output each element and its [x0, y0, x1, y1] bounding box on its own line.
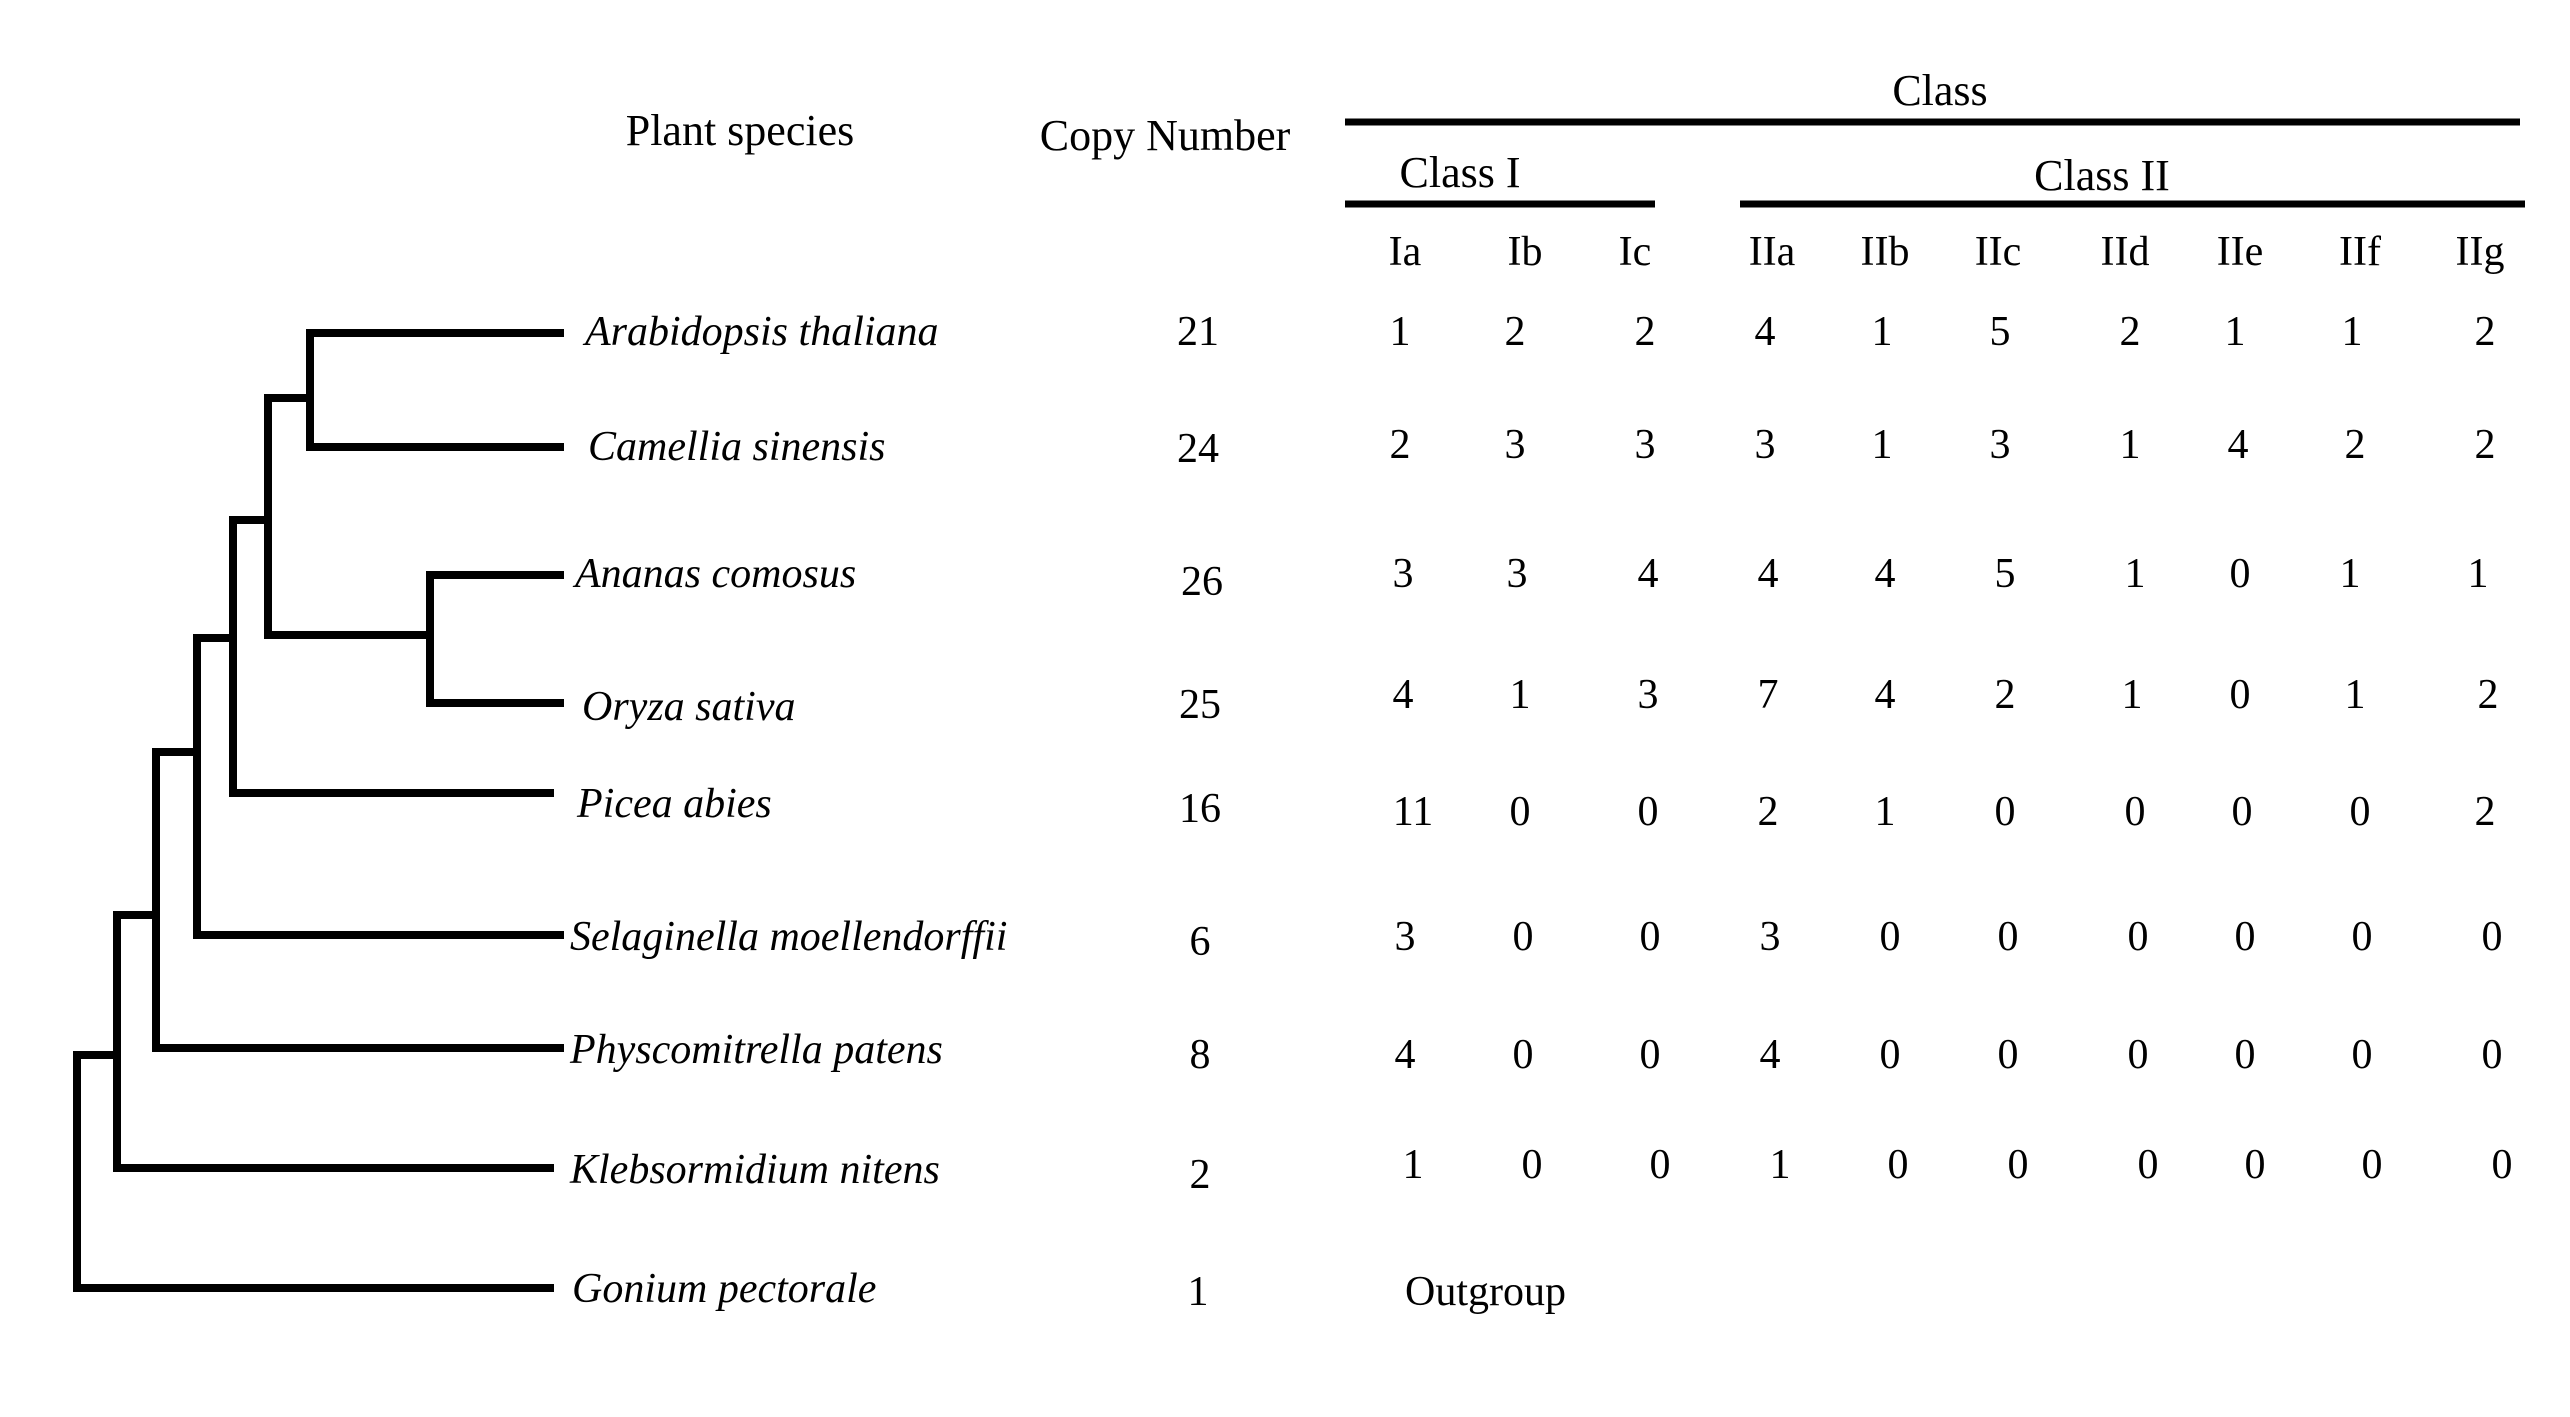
count-cell: 1 [1509, 672, 1531, 718]
class-header: Class [1892, 66, 1988, 115]
count-cell: 2 [1389, 422, 1411, 468]
species-name: Ananas comosus [575, 551, 857, 597]
copy-number-header: Copy Number [1039, 111, 1291, 160]
count-cell: 3 [1759, 914, 1781, 960]
class-i-header: Class I [1399, 148, 1521, 197]
count-cell: 3 [1637, 672, 1659, 718]
count-cell: 4 [1637, 551, 1659, 597]
outgroup-label: Outgroup [1405, 1269, 1566, 1315]
count-cell: 0 [1997, 914, 2019, 960]
count-cell: 1 [2339, 551, 2361, 597]
count-cell: 0 [2231, 789, 2253, 835]
count-cell: 0 [1512, 1032, 1534, 1078]
copy-number: 16 [1179, 786, 1221, 832]
count-cell: 0 [2351, 1032, 2373, 1078]
table-row [569, 1027, 2503, 1078]
count-cell: 0 [1639, 914, 1661, 960]
species-name: Picea abies [577, 781, 772, 827]
count-cell: 3 [1504, 422, 1526, 468]
count-cell: 2 [2474, 422, 2496, 468]
copy-number: 24 [1177, 426, 1219, 472]
count-cell: 0 [2244, 1142, 2266, 1188]
count-cell: 0 [1649, 1142, 1671, 1188]
species-name: Camellia sinensis [588, 424, 886, 470]
count-cell: 0 [1887, 1142, 1909, 1188]
count-cell: 1 [2124, 551, 2146, 597]
count-cell: 1 [1769, 1142, 1791, 1188]
table-row [572, 1266, 1566, 1315]
count-cell: 0 [2229, 672, 2251, 718]
count-cell: 0 [2229, 551, 2251, 597]
table-row [576, 781, 2496, 835]
count-cell: 0 [1997, 1032, 2019, 1078]
count-cell: 2 [1634, 309, 1656, 355]
subclass-header: Ia [1388, 229, 1422, 275]
count-cell: 0 [2491, 1142, 2513, 1188]
count-cell: 7 [1757, 672, 1779, 718]
count-cell: 1 [1402, 1142, 1424, 1188]
count-cell: 4 [1394, 1032, 1416, 1078]
table-row [570, 914, 2503, 965]
count-cell: 0 [2127, 914, 2149, 960]
phylogenetic-tree [77, 333, 560, 1288]
count-cell: 1 [2119, 422, 2141, 468]
count-cell: 0 [2124, 789, 2146, 835]
table-row [582, 672, 2499, 730]
count-cell: 0 [2234, 914, 2256, 960]
table-row [588, 422, 2496, 472]
count-cell: 1 [2121, 672, 2143, 718]
count-cell: 4 [1874, 672, 1896, 718]
count-cell: 0 [2481, 1032, 2503, 1078]
count-cell: 1 [2341, 309, 2363, 355]
subclass-header: Ib [1507, 229, 1543, 275]
class-ii-header: Class II [2034, 151, 2170, 200]
count-cell: 0 [1512, 914, 1534, 960]
count-cell: 4 [2227, 422, 2249, 468]
count-cell: 0 [1879, 1032, 1901, 1078]
subclass-header: Ic [1618, 229, 1652, 275]
count-cell: 0 [2481, 914, 2503, 960]
copy-number: 25 [1179, 682, 1221, 728]
subclass-header: IIb [1860, 229, 1910, 275]
count-cell: 2 [1757, 789, 1779, 835]
subclass-header: IIe [2216, 229, 2264, 275]
species-name: Selaginella moellendorffii [570, 914, 1008, 960]
count-cell: 1 [1389, 309, 1411, 355]
count-cell: 0 [1879, 914, 1901, 960]
count-cell: 3 [1394, 914, 1416, 960]
count-cell: 0 [1994, 789, 2016, 835]
count-cell: 2 [2474, 309, 2496, 355]
count-cell: 0 [1521, 1142, 1543, 1188]
count-cell: 2 [2477, 672, 2499, 718]
count-cell: 2 [1504, 309, 1526, 355]
count-cell: 2 [2344, 422, 2366, 468]
count-cell: 0 [1509, 789, 1531, 835]
subclass-header: IIc [1974, 229, 2022, 275]
count-cell: 4 [1757, 551, 1779, 597]
copy-number: 8 [1189, 1032, 1211, 1078]
count-cell: 1 [2224, 309, 2246, 355]
count-cell: 11 [1392, 789, 1434, 835]
count-cell: 2 [2474, 789, 2496, 835]
count-cell: 3 [1989, 422, 2011, 468]
subclass-headers [1389, 229, 2505, 275]
copy-number: 6 [1189, 919, 1211, 965]
count-cell: 5 [1989, 309, 2011, 355]
count-cell: 1 [1874, 789, 1896, 835]
count-cell: 3 [1754, 422, 1776, 468]
table-row [582, 309, 2496, 355]
count-cell: 0 [1639, 1032, 1661, 1078]
table-row [572, 551, 2489, 605]
copy-number: 1 [1187, 1269, 1209, 1315]
count-cell: 0 [2234, 1032, 2256, 1078]
count-cell: 1 [2467, 551, 2489, 597]
copy-number: 2 [1189, 1152, 1211, 1198]
count-cell: 1 [1871, 309, 1893, 355]
species-name: Arabidopsis thaliana [585, 309, 939, 355]
count-cell: 4 [1754, 309, 1776, 355]
count-cell: 0 [2349, 789, 2371, 835]
subclass-header: IId [2100, 229, 2150, 275]
copy-number: 26 [1181, 559, 1223, 605]
count-cell: 0 [2007, 1142, 2029, 1188]
count-cell: 1 [1871, 422, 1893, 468]
count-cell: 4 [1874, 551, 1896, 597]
count-cell: 5 [1994, 551, 2016, 597]
count-cell: 4 [1392, 672, 1414, 718]
count-cell: 2 [1994, 672, 2016, 718]
table-row [569, 1142, 2513, 1198]
copy-number: 21 [1177, 309, 1219, 355]
species-name: Gonium pectorale [572, 1266, 877, 1312]
count-cell: 3 [1634, 422, 1656, 468]
species-name: Physcomitrella patens [570, 1027, 943, 1073]
count-cell: 3 [1506, 551, 1528, 597]
plant-species-header: Plant species [625, 106, 855, 155]
subclass-header: IIa [1748, 229, 1796, 275]
count-cell: 0 [2127, 1032, 2149, 1078]
count-cell: 0 [1637, 789, 1659, 835]
count-cell: 3 [1392, 551, 1414, 597]
count-cell: 0 [2361, 1142, 2383, 1188]
species-name: Oryza sativa [582, 684, 796, 730]
count-cell: 0 [2351, 914, 2373, 960]
count-cell: 1 [2344, 672, 2366, 718]
count-cell: 4 [1759, 1032, 1781, 1078]
subclass-header: IIf [2339, 229, 2381, 275]
count-cell: 2 [2119, 309, 2141, 355]
species-name: Klebsormidium nitens [570, 1147, 940, 1193]
subclass-header: IIg [2455, 229, 2505, 275]
count-cell: 0 [2137, 1142, 2159, 1188]
